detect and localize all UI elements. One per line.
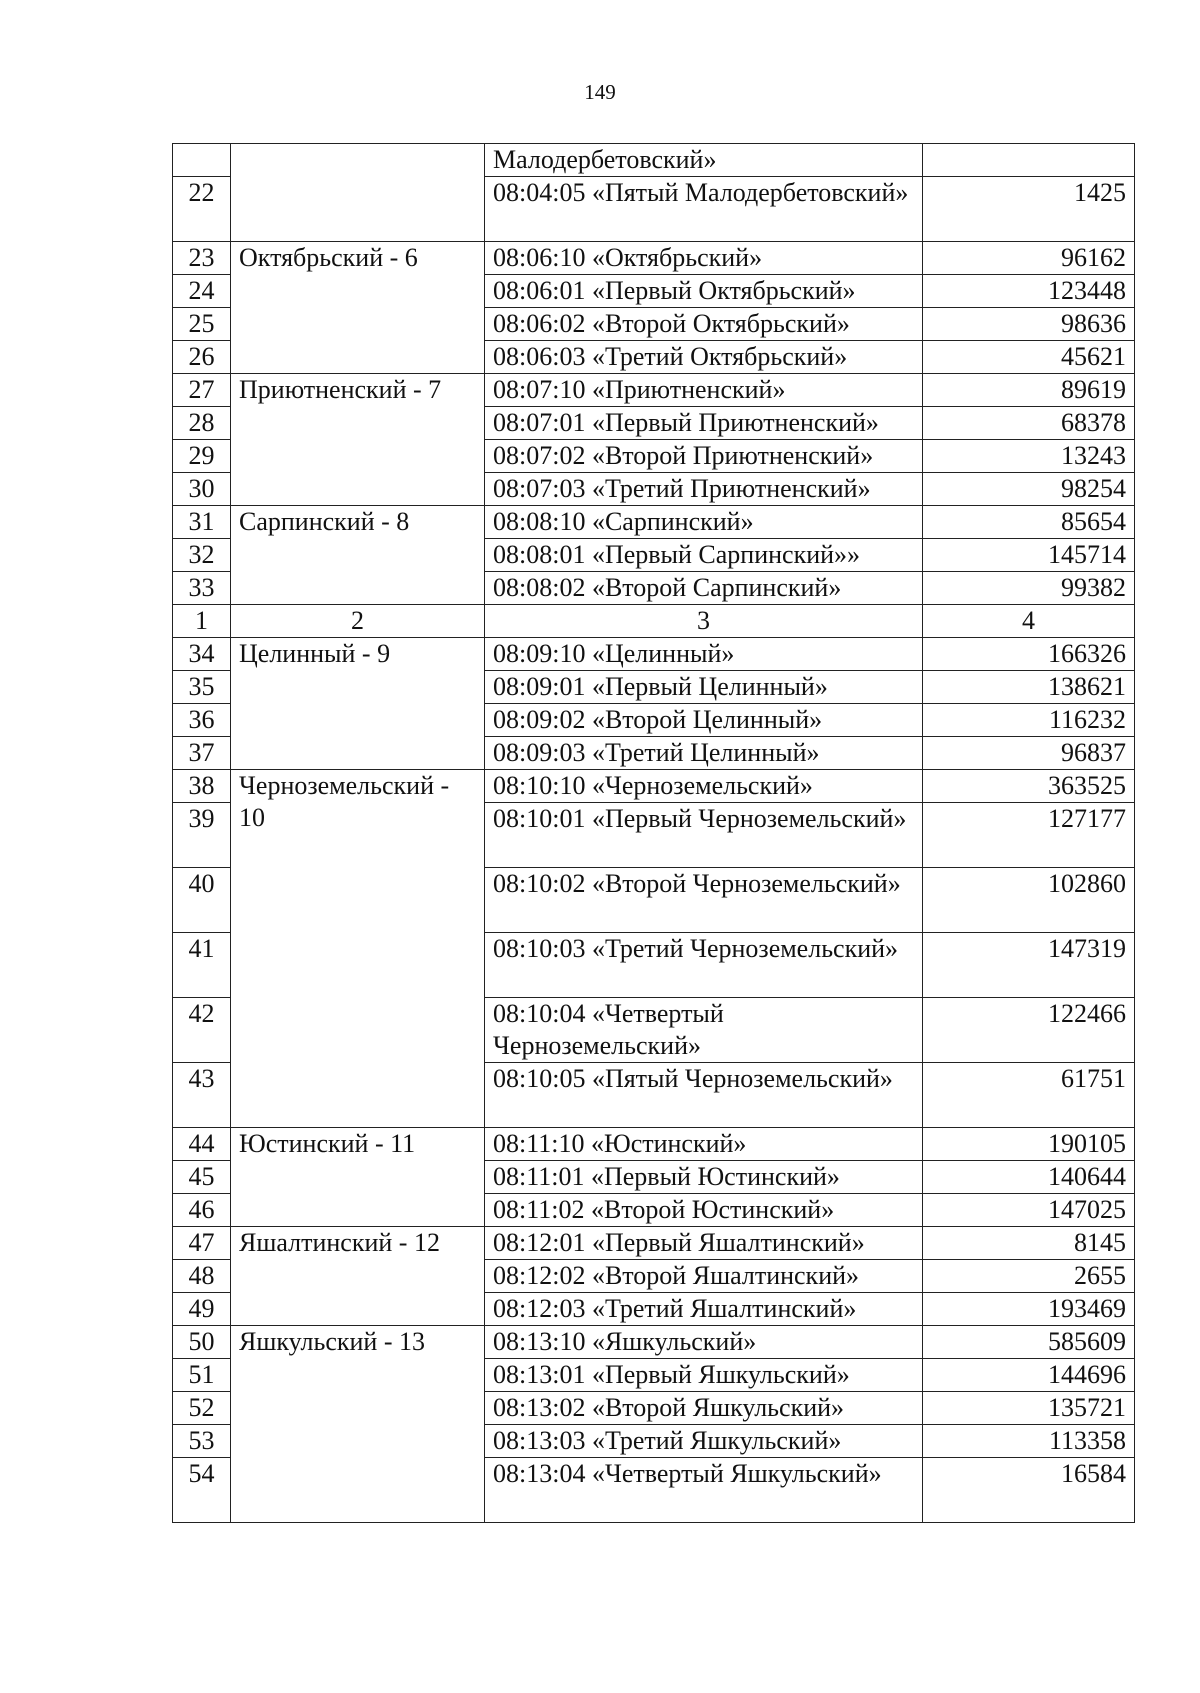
- row-value: 61751: [923, 1063, 1135, 1128]
- row-value: 98254: [923, 473, 1135, 506]
- row-name: 08:09:02 «Второй Целинный»: [485, 704, 923, 737]
- row-number: 23: [173, 242, 231, 275]
- row-number: 22: [173, 177, 231, 242]
- row-name: 08:06:02 «Второй Октябрьский»: [485, 308, 923, 341]
- row-name: 08:10:10 «Черноземельский»: [485, 770, 923, 803]
- row-name: 08:10:02 «Второй Черноземельский»: [485, 868, 923, 933]
- row-number: 52: [173, 1392, 231, 1425]
- row-name: 08:10:04 «Четвертый Черноземельский»: [485, 998, 923, 1063]
- group-chernozemelsky: Черноземельский - 10: [231, 770, 485, 1128]
- row-value: 140644: [923, 1161, 1135, 1194]
- row-value: 102860: [923, 868, 1135, 933]
- row-number: 40: [173, 868, 231, 933]
- row-value: 98636: [923, 308, 1135, 341]
- row-number: 33: [173, 572, 231, 605]
- table-row: [173, 374, 1135, 407]
- row-value: 13243: [923, 440, 1135, 473]
- row-name: 08:07:01 «Первый Приютненский»: [485, 407, 923, 440]
- row-number: 50: [173, 1326, 231, 1359]
- row-value: [923, 144, 1135, 177]
- row-value: 16584: [923, 1458, 1135, 1523]
- row-name: 08:10:03 «Третий Черноземельский»: [485, 933, 923, 998]
- row-name: 08:13:01 «Первый Яшкульский»: [485, 1359, 923, 1392]
- row-name: 08:08:01 «Первый Сарпинский»»: [485, 539, 923, 572]
- row-number: 32: [173, 539, 231, 572]
- row-value: 113358: [923, 1425, 1135, 1458]
- district-table: [172, 143, 1135, 1523]
- table-row: [173, 1128, 1135, 1161]
- table-row: [173, 1326, 1135, 1359]
- row-value: 138621: [923, 671, 1135, 704]
- group-tselinny: Целинный - 9: [231, 638, 485, 770]
- row-value: 68378: [923, 407, 1135, 440]
- row-number: 27: [173, 374, 231, 407]
- group-cell-empty: [231, 144, 485, 242]
- table-row: [173, 242, 1135, 275]
- row-number: 43: [173, 1063, 231, 1128]
- row-name: 08:11:10 «Юстинский»: [485, 1128, 923, 1161]
- row-number: 49: [173, 1293, 231, 1326]
- row-name: 08:07:02 «Второй Приютненский»: [485, 440, 923, 473]
- group-yashaltinsky: Яшалтинский - 12: [231, 1227, 485, 1326]
- row-value: 2655: [923, 1260, 1135, 1293]
- row-name: 08:11:01 «Первый Юстинский»: [485, 1161, 923, 1194]
- row-number: 47: [173, 1227, 231, 1260]
- column-number: 2: [231, 605, 485, 638]
- row-value: 193469: [923, 1293, 1135, 1326]
- row-number: 46: [173, 1194, 231, 1227]
- row-name: 08:08:10 «Сарпинский»: [485, 506, 923, 539]
- group-sarpinsky: Сарпинский - 8: [231, 506, 485, 605]
- row-number: 24: [173, 275, 231, 308]
- row-number: 42: [173, 998, 231, 1063]
- row-number: 26: [173, 341, 231, 374]
- row-name: 08:12:01 «Первый Яшалтинский»: [485, 1227, 923, 1260]
- row-number: [173, 144, 231, 177]
- row-name: Малодербетовский»: [485, 144, 923, 177]
- row-name: 08:06:01 «Первый Октябрьский»: [485, 275, 923, 308]
- row-value: 585609: [923, 1326, 1135, 1359]
- row-value: 122466: [923, 998, 1135, 1063]
- row-name: 08:12:03 «Третий Яшалтинский»: [485, 1293, 923, 1326]
- row-name: 08:06:10 «Октябрьский»: [485, 242, 923, 275]
- row-value: 116232: [923, 704, 1135, 737]
- row-name: 08:11:02 «Второй Юстинский»: [485, 1194, 923, 1227]
- row-value: 145714: [923, 539, 1135, 572]
- row-value: 144696: [923, 1359, 1135, 1392]
- row-value: 363525: [923, 770, 1135, 803]
- row-number: 31: [173, 506, 231, 539]
- row-number: 38: [173, 770, 231, 803]
- row-value: 8145: [923, 1227, 1135, 1260]
- row-value: 147025: [923, 1194, 1135, 1227]
- group-priyutnensky: Приютненский - 7: [231, 374, 485, 506]
- table-row: [173, 770, 1135, 803]
- row-name: 08:07:10 «Приютненский»: [485, 374, 923, 407]
- row-name: 08:07:03 «Третий Приютненский»: [485, 473, 923, 506]
- column-number-row: [173, 605, 1135, 638]
- row-value: 99382: [923, 572, 1135, 605]
- row-name: 08:09:01 «Первый Целинный»: [485, 671, 923, 704]
- row-name: 08:13:04 «Четвертый Яшкульский»: [485, 1458, 923, 1523]
- group-yustinsky: Юстинский - 11: [231, 1128, 485, 1227]
- row-value: 166326: [923, 638, 1135, 671]
- row-value: 1425: [923, 177, 1135, 242]
- row-value: 96162: [923, 242, 1135, 275]
- row-number: 34: [173, 638, 231, 671]
- row-value: 127177: [923, 803, 1135, 868]
- row-name: 08:09:10 «Целинный»: [485, 638, 923, 671]
- row-number: 44: [173, 1128, 231, 1161]
- group-oktyabrsky: Октябрьский - 6: [231, 242, 485, 374]
- row-name: 08:06:03 «Третий Октябрьский»: [485, 341, 923, 374]
- row-value: 147319: [923, 933, 1135, 998]
- table-row: [173, 1227, 1135, 1260]
- row-name: 08:09:03 «Третий Целинный»: [485, 737, 923, 770]
- column-number: 4: [923, 605, 1135, 638]
- row-number: 48: [173, 1260, 231, 1293]
- row-value: 96837: [923, 737, 1135, 770]
- row-number: 45: [173, 1161, 231, 1194]
- row-name: 08:10:05 «Пятый Черноземельский»: [485, 1063, 923, 1128]
- row-number: 36: [173, 704, 231, 737]
- row-number: 28: [173, 407, 231, 440]
- row-name: 08:13:10 «Яшкульский»: [485, 1326, 923, 1359]
- row-value: 85654: [923, 506, 1135, 539]
- row-name: 08:10:01 «Первый Черноземельский»: [485, 803, 923, 868]
- row-value: 45621: [923, 341, 1135, 374]
- row-number: 41: [173, 933, 231, 998]
- row-number: 37: [173, 737, 231, 770]
- column-number: 3: [485, 605, 923, 638]
- row-name: 08:08:02 «Второй Сарпинский»: [485, 572, 923, 605]
- row-value: 89619: [923, 374, 1135, 407]
- row-name: 08:04:05 «Пятый Малодербетовский»: [485, 177, 923, 242]
- row-number: 54: [173, 1458, 231, 1523]
- row-number: 35: [173, 671, 231, 704]
- row-number: 29: [173, 440, 231, 473]
- row-value: 135721: [923, 1392, 1135, 1425]
- table-row: [173, 506, 1135, 539]
- row-name: 08:13:03 «Третий Яшкульский»: [485, 1425, 923, 1458]
- row-number: 39: [173, 803, 231, 868]
- group-yashkulsky: Яшкульский - 13: [231, 1326, 485, 1523]
- row-number: 53: [173, 1425, 231, 1458]
- row-value: 190105: [923, 1128, 1135, 1161]
- row-number: 30: [173, 473, 231, 506]
- row-name: 08:12:02 «Второй Яшалтинский»: [485, 1260, 923, 1293]
- table-row: [173, 144, 1135, 177]
- page-number: 149: [584, 80, 616, 104]
- row-number: 51: [173, 1359, 231, 1392]
- column-number: 1: [173, 605, 231, 638]
- table-row: [173, 638, 1135, 671]
- row-number: 25: [173, 308, 231, 341]
- row-value: 123448: [923, 275, 1135, 308]
- row-name: 08:13:02 «Второй Яшкульский»: [485, 1392, 923, 1425]
